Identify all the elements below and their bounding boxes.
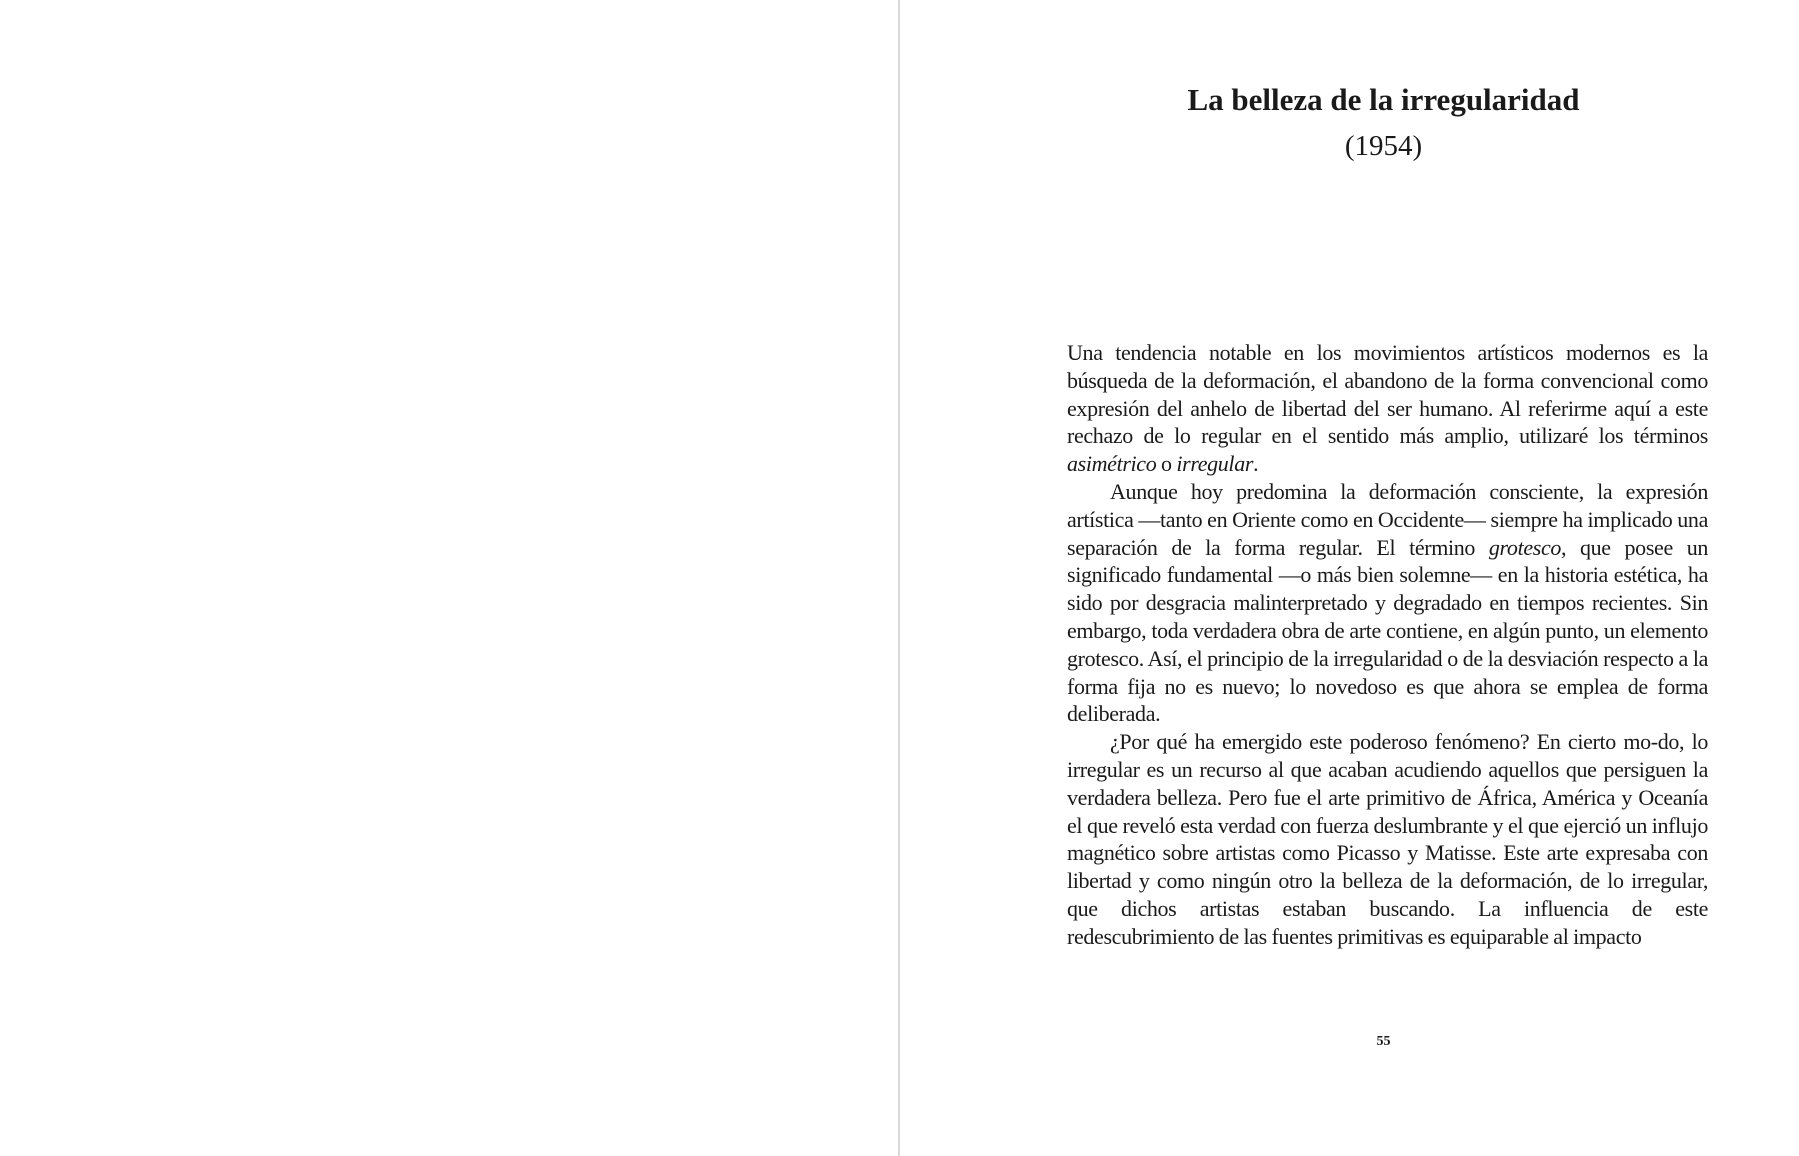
run: ¿Por qué ha emergido este poderoso fenómeno? En cierto mo-do, lo irregular es un recurso al que acaban acudiendo aquellos que persiguen la verdadera belleza. Pero fue el arte primitivo de África, América y Oceanía el que reveló esta verdad con fuerza deslumbrante y el que ejerció un influjo magnético sobre artistas como Picasso y Matisse. Este arte expresaba con libertad y como ningún otro la belleza de la deformación, de lo irregular, que dichos artistas estaban buscando. La influencia de este redescubrimiento de las fuentes primitivas es equiparable al impacto [1067, 729, 1708, 949]
run: . [1253, 451, 1259, 477]
right-page [900, 0, 1799, 1156]
run-italic: asimétrico [1067, 451, 1157, 477]
chapter-title: La belleza de la irregularidad [1187, 82, 1580, 117]
run: Aunque hoy predomina la deformación consciente, la expresión artística —tanto en Oriente como en Occidente— siempre ha implicado una separación de la forma regular. El término [1067, 478, 1708, 560]
run: Una tendencia notable en los movimientos artísticos modernos es la búsqueda de la deformación, el abandono de la forma convencional como expresión del anhelo de libertad del ser humano. Al referirme aquí a este rechazo de lo regular en el sentido más amplio, utilizaré los términos [1067, 340, 1708, 449]
chapter-year: (1954) [1344, 130, 1423, 162]
paragraph-2 [1067, 478, 1708, 728]
run-italic: irregular [1176, 451, 1254, 477]
run: o [1156, 451, 1177, 477]
paragraph-3 [1067, 728, 1708, 950]
paragraph-1 [1067, 339, 1708, 478]
run: , que posee un significado fundamental —o más bien solemne— en la historia estética, ha sido por desgracia malinterpretado y degradado en tiempos recientes. Sin embargo, toda verdadera obra de arte contiene, en algún punto, un elemento grotesco. Así, el principio de la irregularidad o de la desviación respecto a la forma fija no es nuevo; lo novedoso es que ahora se emplea de forma deliberada. [1067, 534, 1708, 727]
run-italic: grotesco [1488, 534, 1562, 560]
left-page-blank [0, 0, 898, 1156]
body-text [1067, 339, 1708, 951]
page-number: 55 [1376, 1034, 1391, 1049]
